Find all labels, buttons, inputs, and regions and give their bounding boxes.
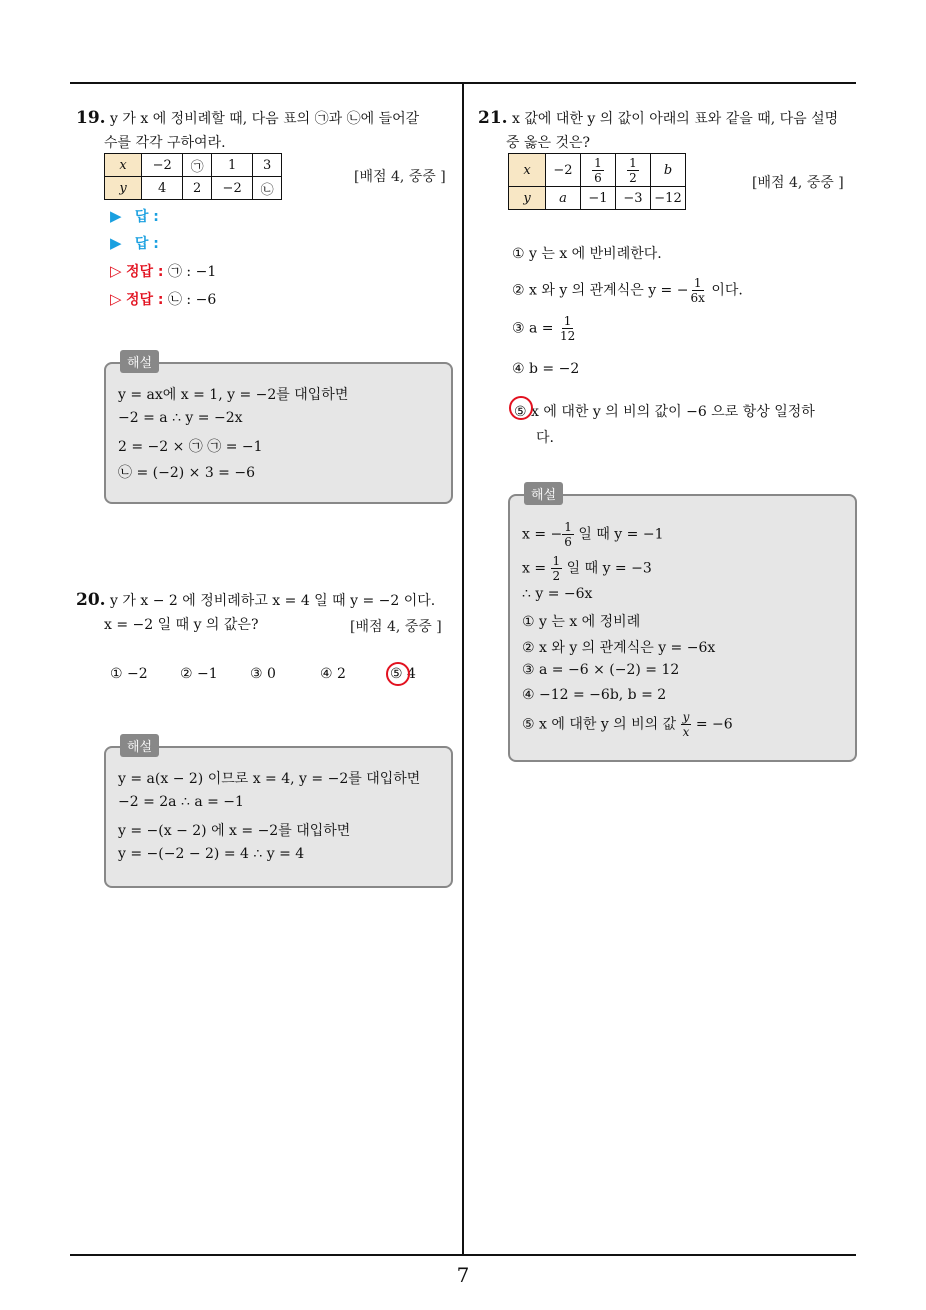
fraction-denominator: 6 — [564, 535, 572, 549]
explanation-line: −2 = a ∴ y = −2x — [118, 410, 243, 426]
question-text-line2: 수를 각각 구하여라. — [104, 135, 226, 151]
answer-label: 답 : — [134, 209, 159, 225]
explanation-label: 해설 — [120, 734, 159, 757]
option-text: ② x 와 y 의 관계식은 y = − — [512, 282, 689, 299]
option-3[interactable] — [512, 314, 577, 343]
question-19 — [76, 106, 456, 155]
fraction-numerator: 1 — [693, 276, 702, 290]
option-3[interactable]: ③ 0 — [250, 666, 276, 682]
answer-label: 답 : — [134, 236, 159, 252]
score-meta: [배점 4, 중중 ] — [350, 619, 442, 635]
explanation-line: y = ax에 x = 1, y = −2를 대입하면 — [118, 387, 349, 403]
option-1[interactable]: ① y 는 x 에 반비례한다. — [512, 246, 662, 262]
table-cell: 4 — [142, 177, 183, 200]
option-text: 다. — [536, 430, 554, 446]
page-number: 7 — [456, 1263, 470, 1287]
table-cell: −1 — [581, 187, 616, 210]
table-cell: y — [509, 187, 546, 210]
correct-answer-line — [110, 289, 216, 309]
answer-line — [110, 206, 159, 226]
fraction — [627, 156, 639, 185]
table-cell: −3 — [616, 187, 651, 210]
explanation-line: 2 = −2 × ㉠ ㉠ = −1 — [118, 439, 263, 455]
correct-label: 정답 : — [126, 292, 164, 308]
table-cell: 3 — [253, 154, 282, 177]
explanation-label: 해설 — [120, 350, 159, 373]
table-cell: −2 — [211, 177, 252, 200]
table-cell — [616, 154, 651, 187]
selected-answer-mark — [509, 396, 533, 420]
selected-answer-mark — [386, 662, 410, 686]
correct-label: 정답 : — [126, 264, 164, 280]
fraction-denominator: x — [682, 725, 690, 739]
table-cell: a — [546, 187, 581, 210]
explanation-line — [522, 554, 652, 583]
fraction — [562, 520, 574, 549]
explanation-line: −2 = 2a ∴ a = −1 — [118, 794, 244, 810]
explanation-box — [104, 362, 453, 504]
value-table — [508, 153, 686, 210]
fraction-numerator: 1 — [552, 554, 561, 568]
question-number: 19. — [76, 108, 106, 128]
explanation-line: y = a(x − 2) 이므로 x = 4, y = −2를 대입하면 — [118, 771, 421, 787]
correct-value: ㉡ : −6 — [167, 292, 217, 308]
column-divider — [462, 83, 464, 1255]
fraction-denominator: 6x — [690, 291, 705, 305]
explanation-text: x = − — [522, 526, 563, 543]
option-2[interactable]: ② −1 — [180, 666, 218, 682]
fraction-numerator: y — [682, 710, 690, 724]
table-cell: −12 — [651, 187, 686, 210]
question-text-line2: 중 옳은 것은? — [506, 135, 591, 151]
explanation-line: y = −(x − 2) 에 x = −2를 대입하면 — [118, 823, 351, 839]
correct-answer-line — [110, 261, 216, 281]
bottom-rule — [70, 1254, 856, 1256]
explanation-box — [104, 746, 453, 888]
play-triangle-icon: ▶ — [110, 207, 122, 225]
table-cell — [581, 154, 616, 187]
option-text: ③ a = — [512, 320, 558, 337]
table-cell: b — [651, 154, 686, 187]
explanation-text: 일 때 y = −3 — [562, 560, 652, 577]
table-cell: ㉡ — [253, 177, 282, 200]
question-text-line2: x = −2 일 때 y 의 값은? — [104, 617, 259, 633]
score-meta: [배점 4, 중중 ] — [752, 175, 844, 191]
value-table — [104, 153, 282, 200]
fraction-denominator: 2 — [629, 170, 637, 185]
fraction — [688, 276, 706, 305]
explanation-text: = −6 — [691, 716, 733, 733]
table-cell: ㉠ — [183, 154, 212, 177]
table-cell: x — [509, 154, 546, 187]
explanation-box — [508, 494, 857, 762]
option-5[interactable] — [514, 399, 854, 451]
option-4[interactable]: ④ b = −2 — [512, 361, 580, 377]
question-number: 21. — [478, 108, 508, 128]
explanation-line: ④ −12 = −6b, b = 2 — [522, 687, 667, 703]
option-text: 이다. — [706, 282, 743, 299]
fraction — [592, 156, 604, 185]
table-cell: 2 — [183, 177, 212, 200]
table-cell: x — [105, 154, 142, 177]
option-text: x 에 대한 y 의 비의 값이 −6 으로 항상 일정하 — [526, 404, 815, 420]
explanation-text: ⑤ x 에 대한 y 의 비의 값 — [522, 716, 681, 733]
outline-triangle-icon: ▷ — [110, 290, 122, 308]
option-5[interactable]: ⑤ 4 — [390, 666, 416, 682]
table-cell: 1 — [211, 154, 252, 177]
explanation-line: y = −(−2 − 2) = 4 ∴ y = 4 — [118, 846, 305, 862]
question-text-line1: y 가 x − 2 에 정비례하고 x = 4 일 때 y = −2 이다. — [110, 593, 436, 609]
question-21 — [478, 106, 863, 155]
option-4[interactable]: ④ 2 — [320, 666, 346, 682]
fraction-numerator: 1 — [564, 520, 572, 534]
correct-value: ㉠ : −1 — [167, 264, 217, 280]
table-cell: −2 — [142, 154, 183, 177]
explanation-text: x = — [522, 560, 551, 577]
explanation-line: ③ a = −6 × (−2) = 12 — [522, 662, 680, 678]
fraction — [681, 710, 692, 739]
outline-triangle-icon: ▷ — [110, 262, 122, 280]
play-triangle-icon: ▶ — [110, 234, 122, 252]
explanation-text: 일 때 y = −1 — [573, 526, 664, 543]
explanation-line: ② x 와 y 의 관계식은 y = −6x — [522, 640, 716, 656]
table-cell: y — [105, 177, 142, 200]
fraction — [551, 554, 563, 583]
question-text-line1: y 가 x 에 정비례할 때, 다음 표의 ㉠과 ㉡에 들어갈 — [110, 111, 420, 127]
explanation-label: 해설 — [524, 482, 563, 505]
explanation-line: ㉡ = (−2) × 3 = −6 — [118, 465, 255, 481]
fraction-denominator: 12 — [559, 329, 576, 343]
fraction-numerator: 1 — [629, 155, 637, 170]
explanation-line: ① y 는 x 에 정비례 — [522, 614, 641, 630]
fraction-denominator: 6 — [594, 170, 602, 185]
question-number: 20. — [76, 590, 106, 610]
fraction-numerator: 1 — [594, 155, 602, 170]
fraction-denominator: 2 — [552, 569, 561, 583]
option-mark: ⑤ — [514, 404, 527, 420]
fraction-numerator: 1 — [563, 314, 572, 328]
table-cell: −2 — [546, 154, 581, 187]
question-text-line1: x 값에 대한 y 의 값이 아래의 표와 같을 때, 다음 설명 — [512, 111, 839, 127]
explanation-line: ∴ y = −6x — [522, 586, 593, 602]
option-2[interactable] — [512, 276, 743, 305]
score-meta: [배점 4, 중중 ] — [354, 169, 446, 185]
fraction — [558, 314, 577, 343]
option-1[interactable]: ① −2 — [110, 666, 148, 682]
explanation-line — [522, 710, 733, 739]
answer-line — [110, 233, 159, 253]
explanation-line — [522, 520, 663, 549]
